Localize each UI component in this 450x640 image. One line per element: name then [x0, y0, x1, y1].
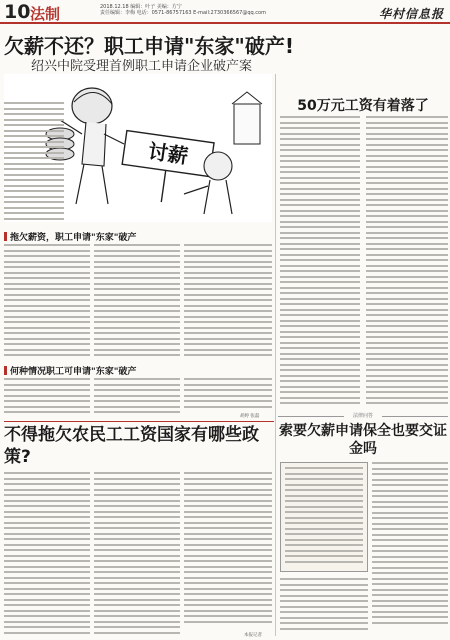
section-2-column-1: [4, 378, 90, 420]
bottom-headline: 不得拖欠农民工工资国家有哪些政策?: [4, 425, 259, 467]
page-header: [0, 0, 450, 24]
right-box-headline: 索要欠薪申请保全也要交证金吗: [279, 423, 447, 457]
section-name: 法制: [30, 5, 61, 23]
page-meta: [100, 4, 266, 16]
right-column-2-text: [366, 116, 448, 408]
divider-line: [4, 421, 274, 422]
bottom-column-1: [4, 472, 90, 638]
section-heading-2-text: 何种情况职工可申请"东家"破产: [10, 367, 137, 377]
right-headline: 50万元工资有着落了: [297, 98, 429, 114]
main-headline: 欠薪不还？职工申请"东家"破产!: [4, 34, 294, 58]
ornament-line-right: [382, 416, 448, 417]
author-mark-1: 胡婷 张磊: [240, 414, 260, 419]
ornament-text: 法律问答: [352, 413, 373, 419]
section-heading-1: [4, 230, 136, 243]
qa-box-text: [285, 467, 363, 567]
article-intro-text: [4, 102, 64, 226]
page-number: 10: [4, 1, 31, 23]
bottom-column-2: [94, 472, 180, 638]
section-2-column-3: [184, 378, 272, 414]
section-1-column-3: [184, 244, 272, 362]
right-bottom-column-2: [372, 462, 448, 632]
section-heading-1-text: 拖欠薪资，职工申请"东家"破产: [10, 233, 137, 243]
section-heading-2: [4, 364, 136, 377]
meta-line-1: 2018.12.18 编辑：叶子 美编：方宁: [100, 4, 182, 10]
heading-marker: [4, 366, 7, 375]
ornament-line-left: [278, 416, 344, 417]
meta-line-2: 责任编辑：李梅 电话：0571-86757163 E-mail:2730366567@qq.com: [100, 10, 266, 16]
column-ornament: [278, 412, 448, 422]
cartoon-sign-text: 讨薪: [146, 138, 190, 169]
heading-marker: [4, 232, 7, 241]
right-column-1-text: [280, 116, 360, 408]
right-bottom-column-1: [280, 578, 368, 638]
main-subtitle: 绍兴中院受理首例职工申请企业破产案: [31, 59, 253, 74]
section-1-column-1: [4, 244, 90, 362]
section-1-column-2: [94, 244, 180, 362]
column-divider: [275, 74, 276, 636]
section-2-column-2: [94, 378, 180, 420]
masthead-logo: 华村信息报: [378, 7, 444, 21]
author-mark-2: 本报记者: [244, 633, 262, 638]
qa-box: [280, 462, 368, 572]
bottom-column-3: [184, 472, 272, 630]
